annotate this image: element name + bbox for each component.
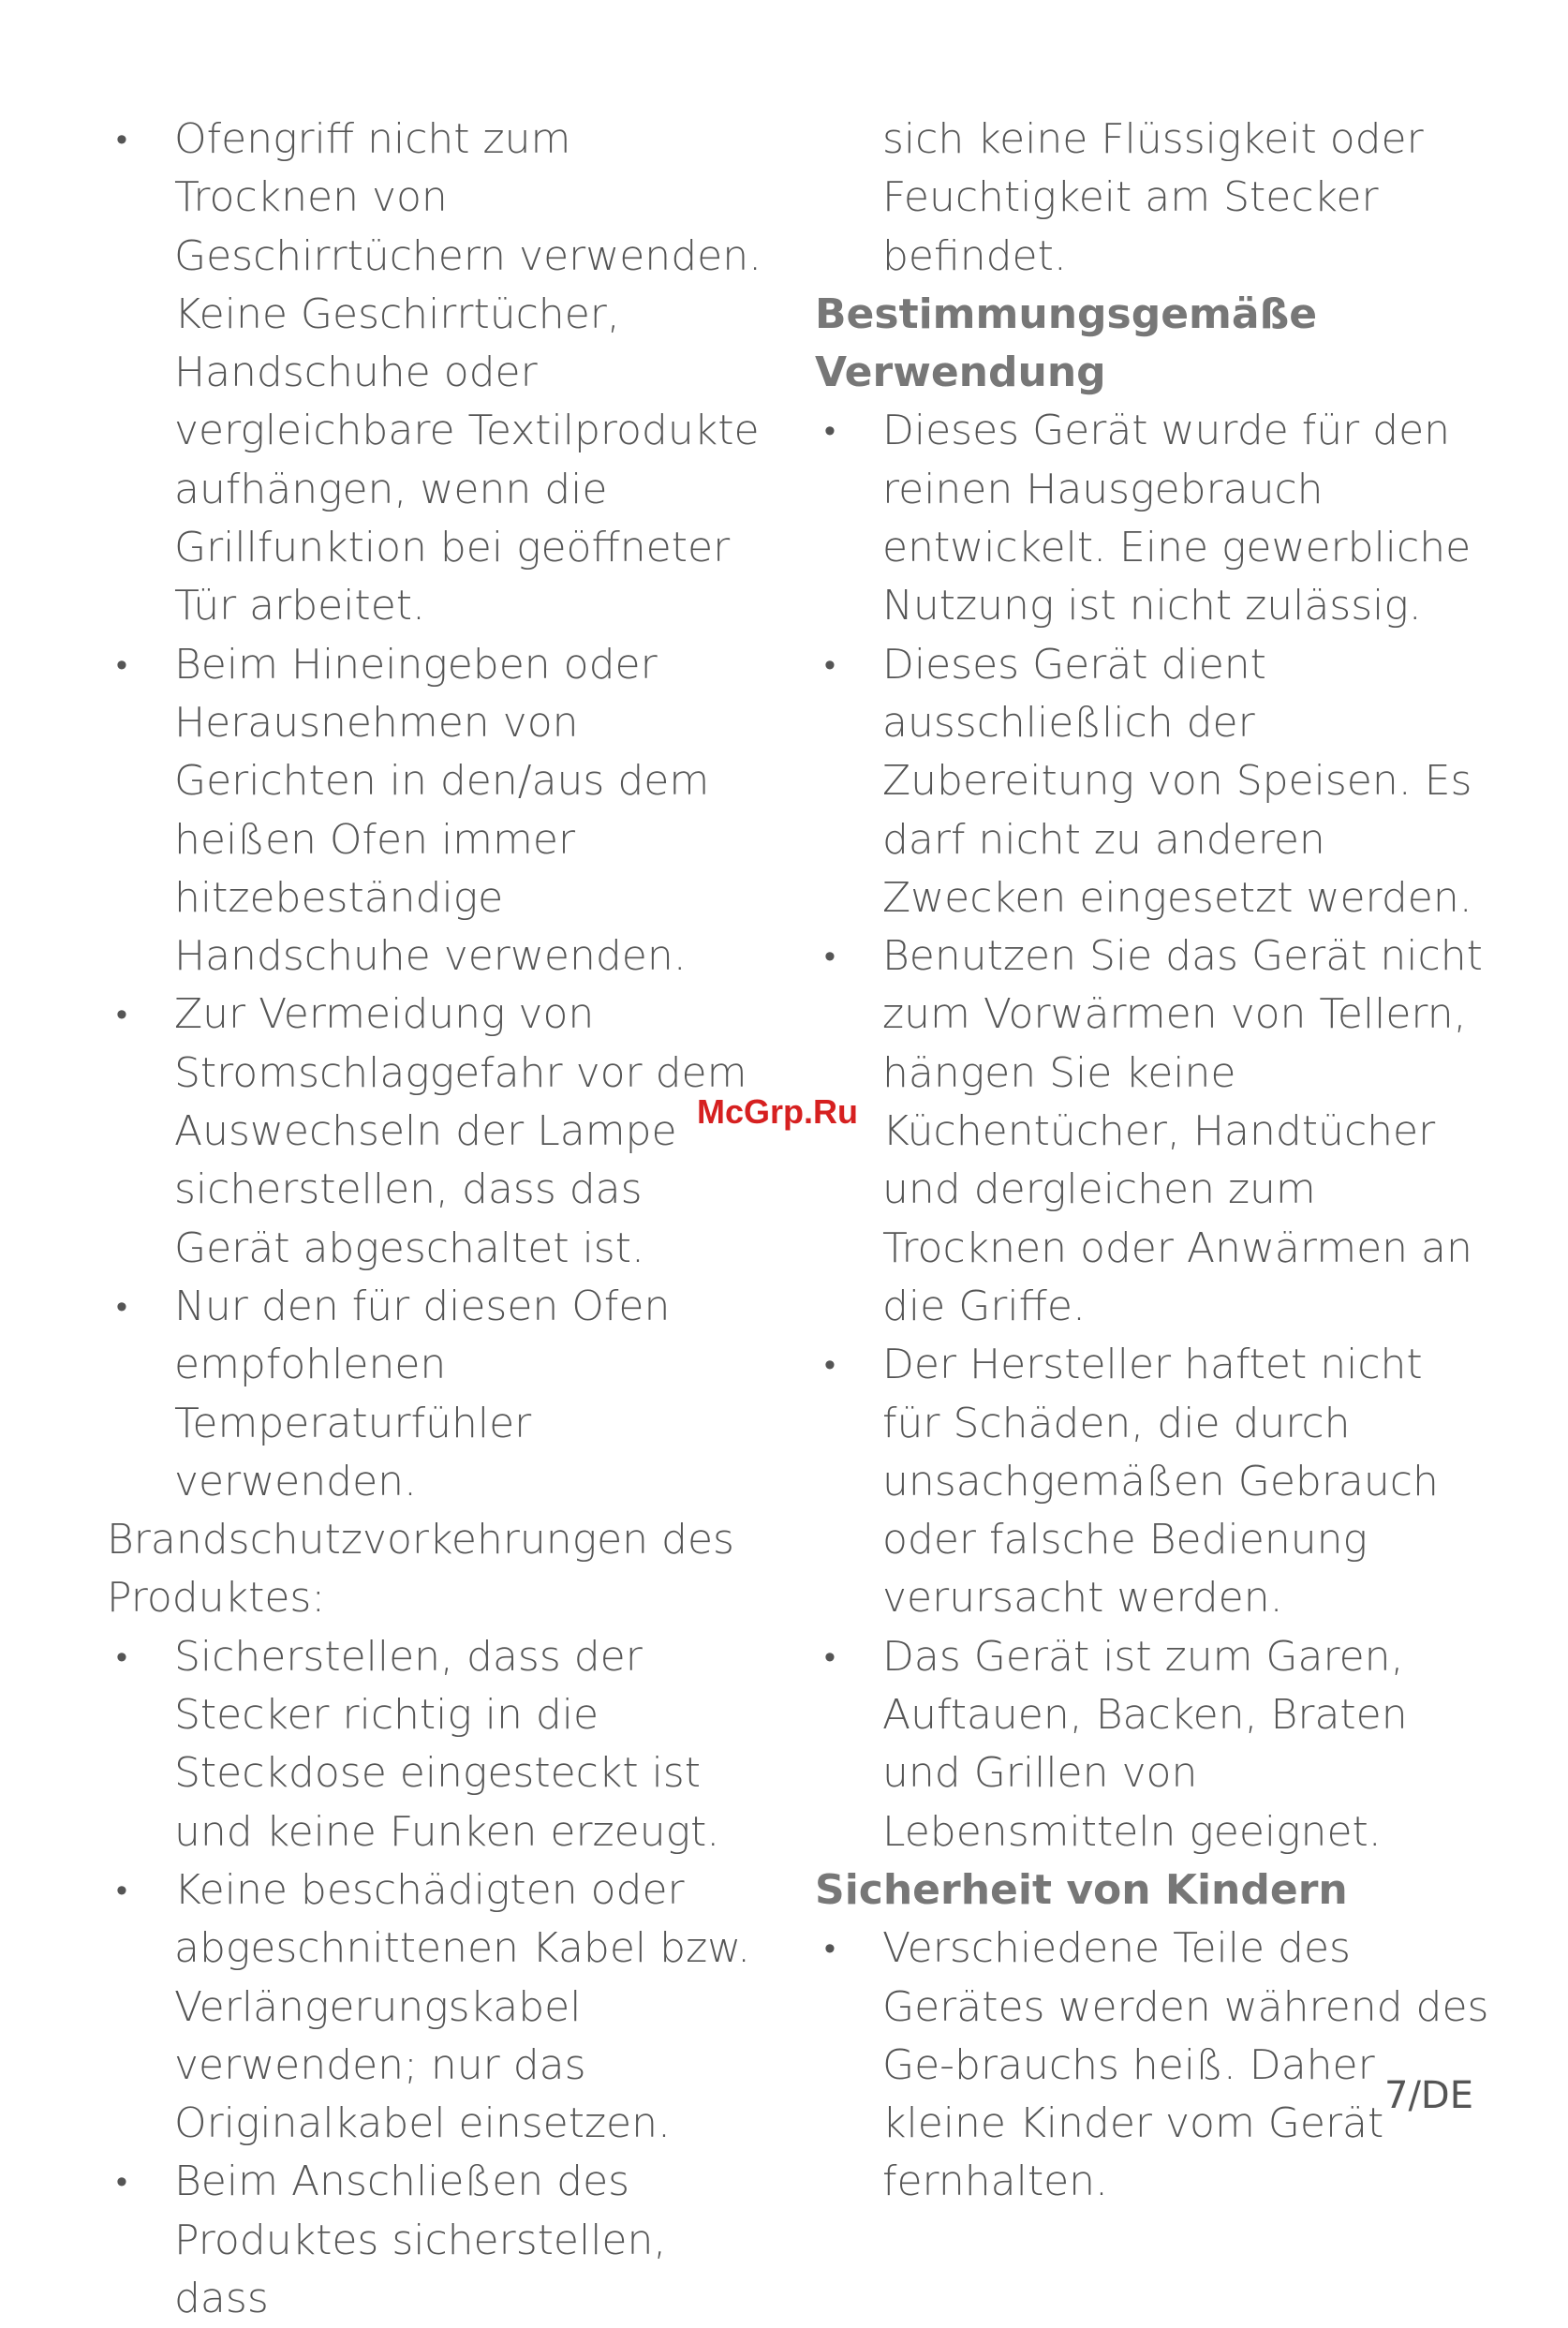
section-heading-child-safety: Sicherheit von Kindern bbox=[815, 1865, 1348, 1914]
continued-text: sich keine Flüssigkeit oder Feuchtigkeit am Stecker befindet. bbox=[882, 115, 1424, 280]
bullet-icon: • bbox=[824, 645, 836, 684]
bullet-list bbox=[107, 1628, 762, 2328]
list-item: • Zur Vermeidung von Stromschlaggefahr vor dem Auswechseln der Lampe sicherstellen, dass das Gerät abgeschaltet ist. bbox=[107, 986, 762, 1277]
bullet-list bbox=[107, 111, 762, 1511]
bullet-icon: • bbox=[116, 1871, 127, 1909]
bullet-icon: • bbox=[116, 1638, 127, 1676]
bullet-icon: • bbox=[116, 1287, 127, 1326]
fire-safety-intro: Brandschutzvorkehrungen des Produktes: bbox=[107, 1516, 734, 1623]
bullet-icon: • bbox=[824, 1638, 836, 1676]
list-item: • Dieses Gerät dient ausschließlich der Zubereitung von Speisen. Es darf nicht zu anderen Zwecken eingesetzt werden. bbox=[815, 636, 1489, 927]
bullet-list bbox=[815, 1920, 1489, 2211]
list-item: • Keine beschädigten oder abgeschnittenen Kabel bzw. Verlängerungskabel verwenden; nur das Originalkabel einsetzen. bbox=[107, 1861, 762, 2153]
page-number: 7/DE bbox=[1384, 2074, 1473, 2117]
list-item: • Nur den für diesen Ofen empfohlenen Temperaturfühler verwenden. bbox=[107, 1278, 762, 1511]
bullet-icon: • bbox=[824, 938, 836, 976]
bullet-icon: • bbox=[116, 645, 127, 684]
list-item: • Der Hersteller haftet nicht für Schäden, die durch unsachgemäßen Gebrauch oder falsche Bedienung verursacht werden. bbox=[815, 1336, 1489, 1627]
list-item: • Ofengriff nicht zum Trocknen von Geschirrtüchern verwenden. Keine Geschirrtücher, Handschuhe oder vergleichbare Textilprodukte aufhängen, wenn die Grillfunktion bei geöffneter Tür arbeitet. bbox=[107, 111, 762, 636]
right-column bbox=[815, 111, 1489, 2212]
bullet-icon: • bbox=[824, 1346, 836, 1385]
watermark-label: McGrp.Ru bbox=[697, 1092, 859, 1131]
list-item: • Dieses Gerät wurde für den reinen Hausgebrauch entwickelt. Eine gewerbliche Nutzung ist nicht zulässig. bbox=[815, 402, 1489, 635]
list-item: • Das Gerät ist zum Garen, Auftauen, Backen, Braten und Grillen von Lebensmitteln geeignet. bbox=[815, 1628, 1489, 1861]
section-heading-intended-use: Bestimmungsgemäße Verwendung bbox=[815, 289, 1318, 397]
list-item: • Benutzen Sie das Gerät nicht zum Vorwärmen von Tellern, hängen Sie keine Küchentücher, Handtücher und dergleichen zum Trocknen oder Anwärmen an die Griffe. bbox=[815, 927, 1489, 1336]
list-item: • Sicherstellen, dass der Stecker richtig in die Steckdose eingesteckt ist und keine Funken erzeugt. bbox=[107, 1628, 762, 1861]
bullet-icon: • bbox=[116, 2163, 127, 2202]
bullet-icon: • bbox=[824, 1930, 836, 1968]
bullet-icon: • bbox=[824, 412, 836, 451]
list-item: • Beim Anschließen des Produktes sicherstellen, dass bbox=[107, 2153, 762, 2328]
bullet-list bbox=[815, 402, 1489, 1861]
bullet-icon: • bbox=[116, 121, 127, 158]
bullet-icon: • bbox=[116, 996, 127, 1034]
list-item: • Beim Hineingeben oder Herausnehmen von Gerichten in den/aus dem heißen Ofen immer hitzebeständige Handschuhe verwenden. bbox=[107, 636, 762, 986]
list-item: • Verschiedene Teile des Gerätes werden während des Ge-brauchs heiß. Daher kleine Kinder vom Gerät fernhalten. bbox=[815, 1920, 1489, 2211]
left-column bbox=[107, 111, 762, 2328]
